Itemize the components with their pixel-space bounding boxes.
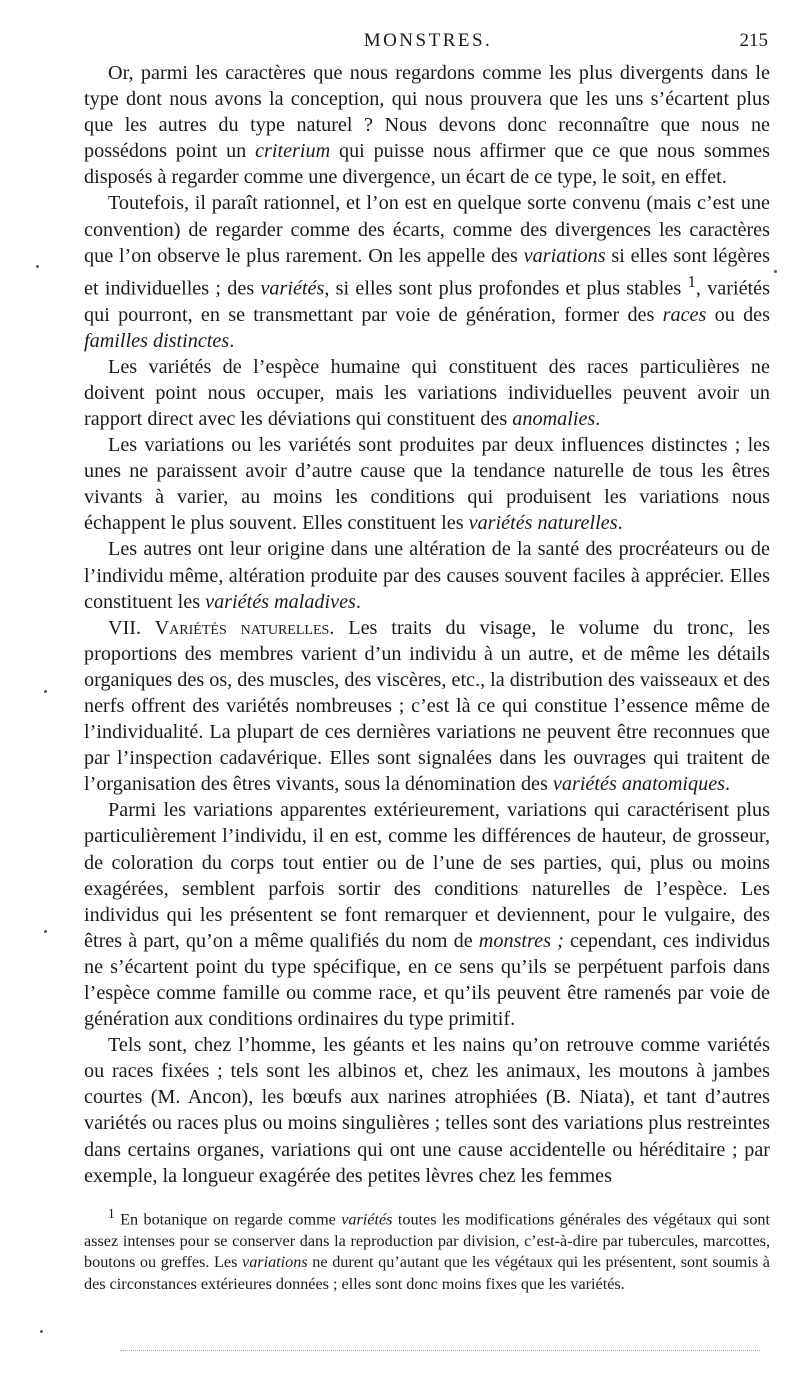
footnotes <box>84 1203 770 1295</box>
text-run: Or, parmi les caractères que nous regardons comme les plus divergents dans le type dont nous avons la conception, qui nous prouvera que les uns s’écartent plus que les autres du type naturel ? Nous devons donc reconnaître que nous ne possédons point un <box>84 62 770 163</box>
italic-term: variations <box>242 1253 308 1272</box>
paragraph <box>84 432 770 536</box>
text-run: . <box>595 407 601 430</box>
body-text <box>84 60 770 1189</box>
paragraph <box>84 536 770 614</box>
text-run: si elles sont légères et individuelles ; des <box>84 244 770 300</box>
italic-term: variétés maladives <box>205 590 356 613</box>
paragraph <box>84 615 770 798</box>
text-run: qui puisse nous affirmer que ce que nous sommes disposés à regarder comme une divergence, un écart de ce type, le soit, en effet. <box>84 140 771 189</box>
footnote <box>84 1203 770 1295</box>
italic-term: anomalies <box>512 407 596 430</box>
paragraph <box>84 354 770 432</box>
bottom-dotted-rule <box>120 1350 760 1351</box>
text-run: Parmi les variations apparentes extérieurement, variations qui caractérisent plus particulièrement l’individu, il en est, comme les différences de hauteur, de grosseur, de coloration du corps tout entier ou de l’une de ses parties, qui, plus ou moins exagérées, semblent parfois sortir des conditions naturelles de l’espèce. Les individus qui les présentent se font remarquer et deviennent, pour le vulgaire, des êtres à part, qu’on a même qualifiés du nom de <box>84 799 770 952</box>
text-run: . <box>725 773 731 796</box>
section-heading: VII. Variétés naturelles. <box>108 616 335 639</box>
italic-term: variétés <box>260 277 325 300</box>
margin-speck <box>40 1330 43 1333</box>
italic-term: races <box>662 303 707 326</box>
text-run: ou des <box>706 303 770 326</box>
paragraph <box>84 1032 770 1189</box>
text-run: En botanique on regarde comme <box>114 1210 342 1229</box>
text-run: Les traits du visage, le volume du tronc, les proportions des membres varient d’un individu à un autre, et de même les détails organiques des os, des muscles, des viscères, etc., la distribution des vaisseaux et des nerfs offrent des variétés nombreuses ; c’est là ce qui constitue l’essence même de l’individualité. La plupart de ces dernières variations ne peuvent être reconnues que par l’inspection cadavérique. Elles sont signalées dans les ouvrages qui traitent de l’organisation des êtres vivants, sous la dénomination des <box>84 616 770 796</box>
text-run: Les autres ont leur origine dans une altération de la santé des procréateurs ou de l’individu même, altération produite par des causes souvent faciles à apprécier. Elles constituent les <box>84 538 770 613</box>
italic-term: variations <box>523 244 606 267</box>
running-header <box>86 30 770 56</box>
text-run: , variétés qui pourront, en se transmettant par voie de génération, former des <box>84 277 770 326</box>
text-run: . <box>355 590 361 613</box>
text-run: toutes les modifications générales des végétaux qui sont assez intenses pour se conserver dans la reproduction par division, c’est-à-dire par tubercules, marcottes, boutons ou greffes. Les <box>84 1210 771 1272</box>
italic-term: variétés naturelles <box>468 512 618 535</box>
footnote-marker: 1 <box>108 1206 115 1221</box>
margin-speck <box>36 265 39 268</box>
margin-speck <box>774 270 777 273</box>
text-run: Toutefois, il paraît rationnel, et l’on est en quelque sorte convenu (mais c’est une convention) de regarder comme des écarts, comme des divergences les caractères que l’on observe le plus rarement. On les appelle des <box>84 192 770 267</box>
text-run: ne durent qu’autant que les végétaux qui les présentent, sont soumis à des circonstances extérieures données ; elles sont donc moins fixes que les variétés. <box>84 1253 770 1293</box>
text-run: Tels sont, chez l’homme, les géants et les nains qu’on retrouve comme variétés ou races fixées ; tels sont les albinos et, chez les animaux, les moutons à jambes courtes (M. Ancon), les bœufs aux narines atrophiées (B. Niata), et tant d’autres variétés ou races plus ou moins singulières ; telles sont des variations plus restreintes dans certains organes, variations qui ont une cause accidentelle ou héréditaire ; par exemple, la longueur exagérée des petites lèvres chez les femmes <box>84 1034 770 1187</box>
text-run: . <box>617 512 623 535</box>
italic-term: monstres ; <box>478 929 564 952</box>
italic-term: familles distinctes <box>84 329 230 352</box>
paragraph <box>84 60 770 190</box>
text-run: cependant, ces individus ne s’écartent point du type spécifique, en ce sens qu’ils se perpétuent parfois dans l’espèce comme famille ou comme race, et qu’ils peuvent être ramenés par voie de génération aux conditions ordinaires du type primitif. <box>84 929 770 1031</box>
italic-term: variétés <box>341 1210 393 1229</box>
margin-speck <box>44 690 47 693</box>
running-title: MONSTRES. <box>363 30 493 51</box>
footnote-marker: 1 <box>687 271 696 291</box>
paragraph <box>84 797 770 1032</box>
paragraph <box>84 190 770 353</box>
text-run: Les variétés de l’espèce humaine qui constituent des races particulières ne doivent point nous occuper, mais les variations individuelles peuvent avoir un rapport direct avec les déviations qui constituent des <box>84 355 770 430</box>
italic-term: criterium <box>255 140 331 163</box>
italic-term: variétés anatomiques <box>552 773 726 796</box>
margin-speck <box>44 930 47 933</box>
text-run: . <box>229 329 235 352</box>
text-run: Les variations ou les variétés sont produites par deux influences distinctes ; les unes ne paraissent avoir d’autre cause que la tendance naturelle de tous les êtres vivants à varier, au moins les conditions qui produisent les variations nous échappent le plus souvent. Elles constituent les <box>84 434 770 535</box>
text-run: , si elles sont plus profondes et plus stables <box>324 277 688 300</box>
page-number: 215 <box>739 30 768 51</box>
